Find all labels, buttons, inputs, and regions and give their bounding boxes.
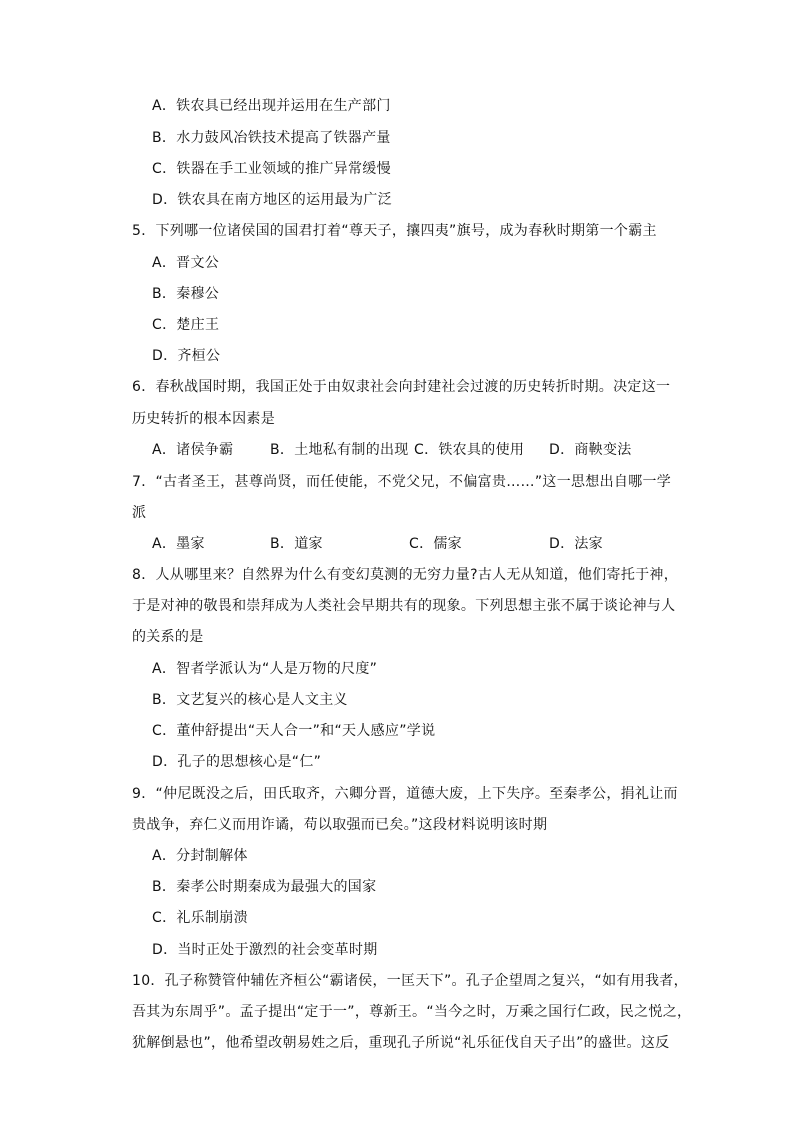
q7-stem-line-2: 派 bbox=[132, 505, 147, 521]
q9-option-c: C．礼乐制崩溃 bbox=[152, 910, 248, 926]
q5-option-a: A．晋文公 bbox=[152, 255, 220, 271]
q4-option-c: C．铁器在手工业领域的推广异常缓慢 bbox=[152, 161, 391, 177]
q7-stem-line-1: 7．“古者圣王，甚尊尚贤，而任使能，不党父兄，不偏富贵……”这一思想出自哪一学 bbox=[132, 474, 672, 490]
q8-option-a: A．智者学派认为“人是万物的尺度” bbox=[152, 661, 378, 677]
q9-option-d: D．当时正处于激烈的社会变革时期 bbox=[152, 942, 378, 958]
q10-stem-line-1: 10．孔子称赞管仲辅佐齐桓公“霸诸侯，一匡天下”。孔子企望周之复兴，“如有用我者， bbox=[132, 973, 688, 989]
q10-stem-line-2: 吾其为东周乎”。孟子提出“定于一”，尊新王。“当今之时，万乘之国行仁政，民之悦之， bbox=[132, 1004, 692, 1020]
q6-option-d: D．商鞅变法 bbox=[549, 442, 632, 458]
q8-stem-line-2: 于是对神的敬畏和崇拜成为人类社会早期共有的现象。下列思想主张不属于谈论神与人 bbox=[132, 598, 676, 614]
q8-option-c: C．董仲舒提出“天人合一”和“天人感应”学说 bbox=[152, 723, 436, 739]
q8-stem-line-3: 的关系的是 bbox=[132, 629, 204, 645]
q9-option-b: B．秦孝公时期秦成为最强大的国家 bbox=[152, 879, 377, 895]
q6-option-c: C．铁农具的使用 bbox=[414, 442, 525, 458]
q8-option-b: B．文艺复兴的核心是人文主义 bbox=[152, 692, 348, 708]
q5-option-d: D．齐桓公 bbox=[152, 348, 221, 364]
q7-option-c: C．儒家 bbox=[409, 536, 462, 552]
q6-stem-line-1: 6．春秋战国时期，我国正处于由奴隶社会向封建社会过渡的历史转折时期。决定这一 bbox=[132, 379, 671, 395]
q7-option-a: A．墨家 bbox=[152, 536, 205, 552]
q5-option-c: C．楚庄王 bbox=[152, 317, 220, 333]
q10-stem-line-3: 犹解倒悬也”，他希望改朝易姓之后，重现孔子所说“礼乐征伐自天子出”的盛世。这反 bbox=[132, 1035, 670, 1051]
q8-option-d: D．孔子的思想核心是“仁” bbox=[152, 754, 322, 770]
q7-option-b: B．道家 bbox=[270, 536, 323, 552]
q5-option-b: B．秦穆公 bbox=[152, 286, 220, 302]
q9-stem-line-2: 贵战争，弃仁义而用诈谲，苟以取强而已矣。”这段材料说明该时期 bbox=[132, 817, 548, 833]
q6-stem-line-2: 历史转折的根本因素是 bbox=[132, 411, 275, 427]
q8-stem-line-1: 8．人从哪里来？自然界为什么有变幻莫测的无穷力量?古人无从知道，他们寄托于神， bbox=[132, 567, 679, 583]
q6-option-a: A．诸侯争霸 bbox=[152, 442, 234, 458]
q4-option-d: D．铁农具在南方地区的运用最为广泛 bbox=[152, 192, 392, 208]
q4-option-b: B．水力鼓风冶铁技术提高了铁器产量 bbox=[152, 130, 391, 146]
q9-option-a: A．分封制解体 bbox=[152, 848, 248, 864]
q6-option-b: B．土地私有制的出现 bbox=[270, 442, 409, 458]
q4-option-a: A．铁农具已经出现并运用在生产部门 bbox=[152, 98, 391, 114]
q9-stem-line-1: 9．“仲尼既没之后，田氏取齐，六卿分晋，道德大废，上下失序。至秦孝公，捐礼让而 bbox=[132, 786, 678, 802]
q7-option-d: D．法家 bbox=[549, 536, 603, 552]
q5-stem: 5．下列哪一位诸侯国的国君打着“尊天子，攘四夷”旗号，成为春秋时期第一个霸主 bbox=[132, 223, 657, 239]
